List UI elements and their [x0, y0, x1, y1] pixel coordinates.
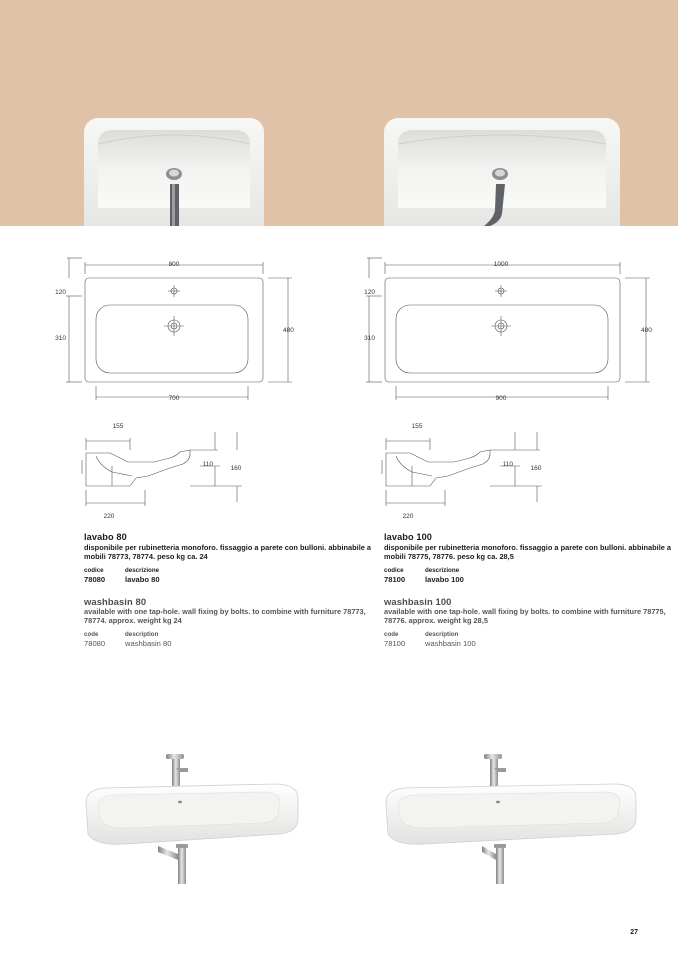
dim-tap-offset-80: 120	[55, 289, 66, 296]
dim-bowl-depth-80: 310	[55, 335, 66, 342]
dim-side-a-100: 155	[411, 423, 423, 430]
dim-depth-100: 480	[641, 327, 652, 334]
dim-depth-80: 480	[283, 327, 294, 334]
dim-inner-width-100: 900	[495, 395, 507, 402]
code-value: 78080	[84, 575, 106, 585]
basin-80-closeup-photo	[84, 118, 264, 226]
basin-80-product-photo	[84, 748, 304, 903]
code-label: code	[84, 631, 99, 639]
dim-side-b-100: 110	[502, 461, 513, 468]
it-code-table	[84, 567, 374, 585]
page-number: 27	[630, 929, 638, 936]
description-value: lavabo 80	[125, 575, 160, 585]
description-label: description	[125, 631, 159, 639]
basin-100-closeup-photo	[384, 118, 620, 226]
en-title: washbasin 100	[384, 595, 452, 607]
description-value: lavabo 100	[425, 575, 464, 585]
code-value: 78100	[384, 575, 406, 585]
dim-width-100: 1000	[493, 261, 509, 268]
code-value: 78100	[384, 639, 406, 649]
it-description: disponibile per rubinetteria monoforo. fissaggio a parete con bulloni. abbinabile a mobili 78773, 78774. peso kg ca. 24	[84, 543, 372, 562]
code-label: codice	[84, 567, 104, 575]
description-label: descrizione	[425, 567, 460, 575]
dim-side-d-80: 220	[103, 513, 115, 520]
dim-side-a-80: 155	[112, 423, 124, 430]
code-label: code	[384, 631, 399, 639]
dim-width-80: 800	[168, 261, 180, 268]
en-description: available with one tap-hole. wall fixing by bolts. to combine with furniture 78775, 78776. approx. weight kg 28,5	[384, 606, 666, 626]
dim-side-b-80: 110	[202, 461, 213, 468]
description-value: washbasin 100	[425, 639, 476, 649]
it-description: disponibile per rubinetteria monoforo. fissaggio a parete con bulloni. abbinabile a mobili 78775, 78776. peso kg ca. 28,5	[384, 543, 672, 562]
en-code-table	[84, 631, 374, 649]
en-title: washbasin 80	[84, 595, 147, 607]
dim-tap-offset-100: 120	[364, 289, 375, 296]
dim-side-c-80: 160	[230, 465, 242, 472]
description-label: descrizione	[125, 567, 160, 575]
dim-side-c-100: 160	[530, 465, 542, 472]
it-title: lavabo 80	[84, 532, 127, 542]
dim-bowl-depth-100: 310	[364, 335, 375, 342]
code-value: 78080	[84, 639, 106, 649]
en-description: available with one tap-hole. wall fixing by bolts. to combine with furniture 78773, 78774. approx. weight kg 24	[84, 606, 366, 626]
description-value: washbasin 80	[125, 639, 172, 649]
dim-inner-width-80: 700	[168, 395, 180, 402]
code-label: codice	[384, 567, 404, 575]
spec-block-100	[384, 532, 674, 649]
it-title: lavabo 100	[384, 532, 432, 542]
en-code-table	[384, 631, 674, 649]
description-label: description	[425, 631, 459, 639]
it-code-table	[384, 567, 674, 585]
dim-side-d-100: 220	[402, 513, 414, 520]
spec-block-80	[84, 532, 374, 649]
basin-100-product-photo	[384, 748, 640, 903]
